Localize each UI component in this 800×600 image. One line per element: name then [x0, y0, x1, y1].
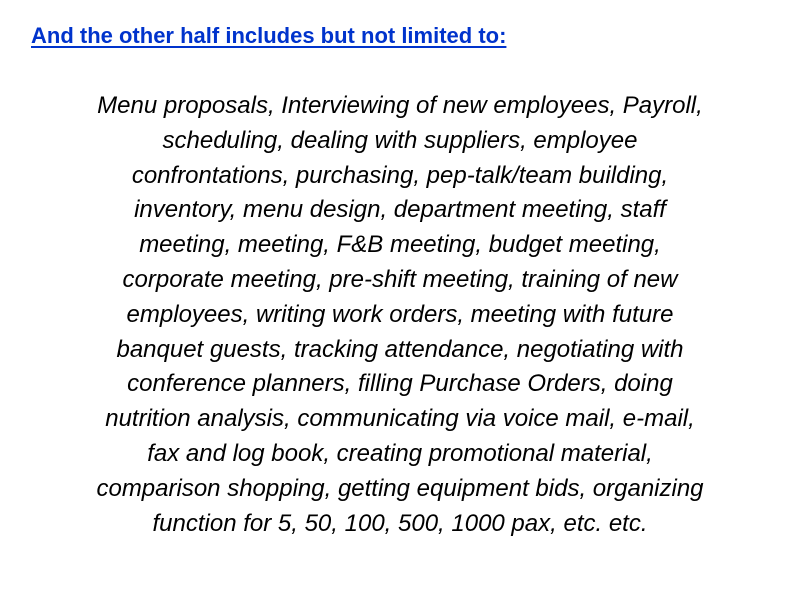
- body-line: meeting, meeting, F&B meeting, budget meeting,: [139, 231, 661, 259]
- body-line: inventory, menu design, department meeting, staff: [134, 196, 666, 224]
- body-line: employees, writing work orders, meeting with future: [126, 300, 674, 328]
- body-line: nutrition analysis, communicating via voice mail, e-mail,: [105, 405, 695, 433]
- body-line: confrontations, purchasing, pep-talk/team building,: [131, 161, 669, 189]
- body-line: fax and log book, creating promotional material,: [147, 439, 653, 467]
- slide-body: [22, 89, 778, 541]
- slide-heading: And the other half includes but not limited to:: [31, 23, 507, 48]
- body-line: scheduling, dealing with suppliers, employee: [162, 126, 638, 154]
- body-line: conference planners, filling Purchase Orders, doing: [127, 370, 673, 398]
- body-line: comparison shopping, getting equipment bids, organizing: [96, 474, 704, 502]
- body-line: Menu proposals, Interviewing of new employees, Payroll,: [97, 92, 703, 119]
- body-line: banquet guests, tracking attendance, negotiating with: [116, 335, 684, 363]
- body-line: corporate meeting, pre-shift meeting, training of new: [122, 265, 678, 293]
- body-line: function for 5, 50, 100, 500, 1000 pax, etc. etc.: [152, 509, 648, 537]
